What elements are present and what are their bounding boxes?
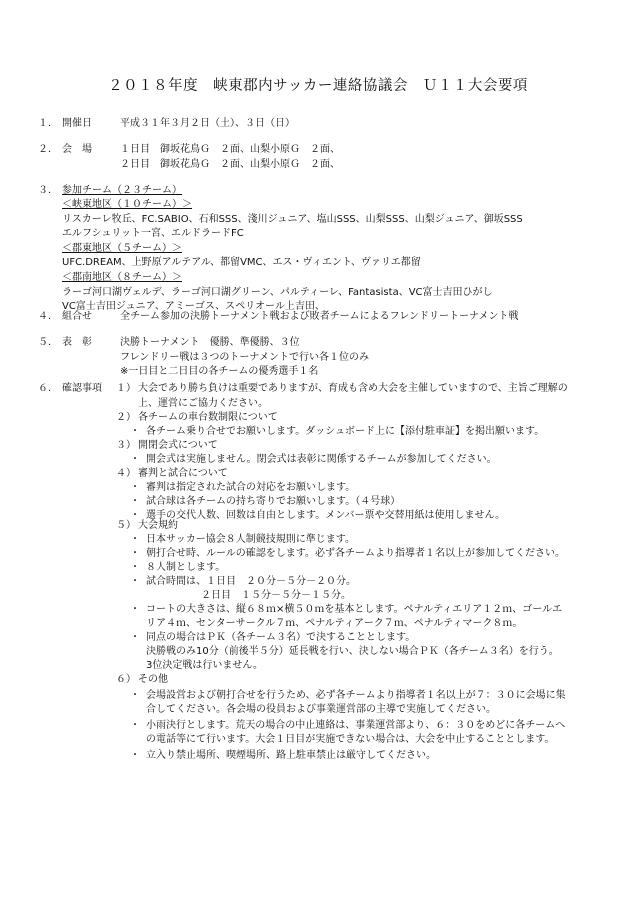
bullet-icon: ・ <box>130 562 140 573</box>
item-number: １） <box>116 383 136 394</box>
bullet-text: 会場設営および朝打合せを行うため、必ず各チームより指導者１名以上が７：３０に会場に集 <box>146 690 566 701</box>
bullet-text: 審判は指定された試合の対応をお願いします。 <box>146 482 356 493</box>
item-number: ２） <box>116 412 136 423</box>
bullet-text: 立入り禁止場所、喫煙場所、路上駐車禁止は厳守してください。 <box>146 750 436 761</box>
bullet-text: 試合球は各チームの持ち寄りでお願いします。（４号球） <box>146 496 401 507</box>
item-number: ３） <box>116 440 136 451</box>
bullet-icon: ・ <box>130 454 140 465</box>
teams-list <box>62 198 523 315</box>
bullet-icon: ・ <box>130 690 140 701</box>
section-label: 表 彰 <box>62 337 92 348</box>
section-number: ６． <box>38 383 58 394</box>
bullet-text: 決勝戦のみ10分（前後半５分）延長戦を行い、決しない場合ＰＫ（各チーム３名）を行う。 <box>146 646 559 657</box>
region-gunnan: ＜郡南地区（８チーム）＞ <box>62 271 182 283</box>
teams-heading: 参加チーム（２３チーム） <box>62 185 182 196</box>
region-kyoto: ＜峡東地区（１０チーム）＞ <box>62 199 192 210</box>
item-number: ４） <box>116 468 136 479</box>
pairing-value: 全チーム参加の決勝トーナメント戦および敗者チームによるフレンドリートーナメント戦 <box>120 311 519 322</box>
bullet-icon: ・ <box>130 720 140 731</box>
awards-line: フレンドリー戦は３つのトーナメントで行い各１位のみ <box>120 351 369 363</box>
venue-lines <box>120 143 340 172</box>
item-text: その他 <box>138 674 168 685</box>
teams-gunnan-1: ラーゴ河口湖ヴェルデ、ラーゴ河口湖グリーン、パルティーレ、Fantasista、VC富士吉田ひがし <box>62 286 493 298</box>
date-value: 平成３１年３月２日（土）、３日（日） <box>120 118 295 129</box>
bullet-icon: ・ <box>130 510 140 521</box>
venue-day1: １日目 御坂花鳥Ｇ ２面、山梨小原Ｇ ２面、 <box>120 144 340 155</box>
bullet-text: 選手の交代人数、回数は自由とします。メンバー票や交替用紙は使用しません。 <box>146 510 506 521</box>
section-label: 確認事項 <box>62 383 102 394</box>
bullet-text: 同点の場合はＰＫ（各チーム３名）で決することとします。 <box>146 632 416 643</box>
item-text: 上、運営にご協力ください。 <box>138 398 268 409</box>
bullet-text: 試合時間は、１日目 ２０分－５分－２０分。 <box>146 576 356 587</box>
venue-day2: ２日目 御坂花鳥Ｇ ２面、山梨小原Ｇ ２面、 <box>120 158 340 170</box>
section-label: 開催日 <box>62 118 92 129</box>
bullet-icon: ・ <box>130 632 140 643</box>
bullet-text: 各チーム乗り合せでお願いします。ダッシュボード上に【添付駐車証】を掲出願います。 <box>146 426 545 437</box>
bullet-text: コートの大きさは、縦６８ｍ×横５０ｍを基本とします。ペナルティエリア１２ｍ、ゴールエ <box>146 604 563 615</box>
bullet-text: 合してください。各会場の役員および事業運営部の主導で実施してください。 <box>146 704 496 715</box>
awards-line: 決勝トーナメント 優勝、準優勝、３位 <box>120 337 300 348</box>
item-number: ５） <box>116 520 136 531</box>
item-text: 審判と試合について <box>138 468 228 479</box>
document-title: ２０１８年度 峡東郡内サッカー連絡協議会 Ｕ１１大会要項 <box>108 78 528 94</box>
item-number: ６） <box>116 674 136 685</box>
bullet-text: 日本サッカー協会８人制競技規則に準じます。 <box>146 534 355 545</box>
section-label: 会 場 <box>62 144 92 155</box>
item-text: 各チームの車台数制限について <box>138 412 278 423</box>
bullet-icon: ・ <box>130 496 140 507</box>
item-text: 大会であり勝ち負けは重要でありますが、育成も含め大会を主催していますので、主旨ご理解の <box>138 383 568 394</box>
section-number: ５． <box>38 337 58 348</box>
item-text: 開閉会式について <box>138 440 218 451</box>
teams-kyoto-2: エルフシュリット一宮、エルドラードFC <box>62 228 244 240</box>
item-text: 大会規約 <box>138 520 178 531</box>
teams-kyoto-1: リスカーレ牧丘、FC.SABIO、石和SSS、淺川ジュニア、塩山SSS、山梨SSS、山梨ジュニア、御坂SSS <box>62 213 523 225</box>
section-number: ２． <box>38 144 58 155</box>
bullet-text: 朝打合せ時、ルールの確認をします。必ず各チームより指導者１名以上が参加してください。 <box>146 548 565 559</box>
bullet-icon: ・ <box>130 576 140 587</box>
bullet-text: の電話等にて行います。大会１日目が実施できない場合は、大会を中止することとします。 <box>146 734 555 745</box>
bullet-text: 3位決定戦は行いません。 <box>146 660 263 671</box>
bullet-icon: ・ <box>130 426 140 437</box>
teams-gunnan-2: VC富士吉田ジュニア、アミーゴス、スペリオール上吉田、 <box>62 301 325 313</box>
bullet-text: ８人制とします。 <box>146 562 226 573</box>
region-gunto: ＜郡東地区（５チーム）＞ <box>62 242 182 254</box>
bullet-icon: ・ <box>130 750 140 761</box>
section-number: ３． <box>38 185 58 196</box>
section-number: ４． <box>38 311 58 322</box>
teams-gunto: UFC.DREAM、上野原アルテアル、都留VMC、エス・ヴィエント、ヴァリエ都留 <box>62 257 421 269</box>
bullet-icon: ・ <box>130 534 140 545</box>
bullet-text: 小雨決行とします。荒天の場合の中止連絡は、事業運営部より、６：３０をめどに各チームへ <box>146 720 566 731</box>
awards-line: ※一日目と二日目の各チームの優秀選手１名 <box>120 366 319 378</box>
section-number: １． <box>38 118 58 129</box>
bullet-icon: ・ <box>130 604 140 615</box>
awards-lines <box>120 336 369 380</box>
bullet-icon: ・ <box>130 482 140 493</box>
bullet-text: リア４ｍ、センターサークル７ｍ、ペナルティアーク７ｍ、ペナルティマーク８ｍ。 <box>146 618 523 629</box>
bullet-icon: ・ <box>130 548 140 559</box>
bullet-text: ２日目 １５分－５分－１５分。 <box>201 590 351 601</box>
bullet-text: 開会式は実施しません。閉会式は表彰に関係するチームが参加してください。 <box>146 454 497 465</box>
section-label: 組合せ <box>62 311 92 322</box>
